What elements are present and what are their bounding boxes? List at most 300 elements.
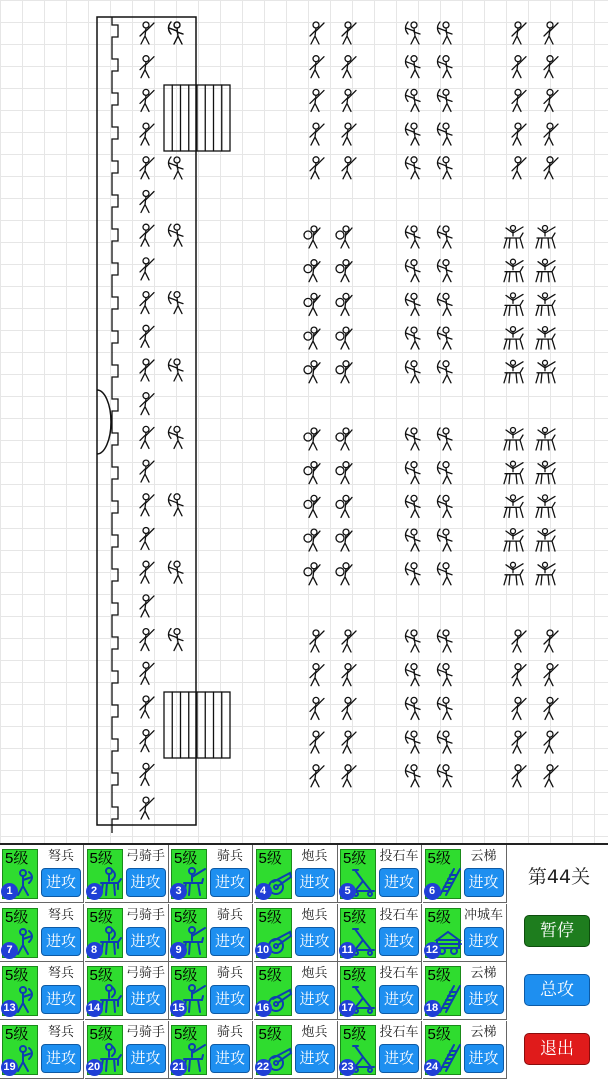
stickman-soldier-icon	[342, 123, 356, 145]
attack-button[interactable]: 进攻	[126, 868, 166, 897]
stickman-soldier-icon	[140, 258, 154, 280]
slot-number-badge: 18	[424, 1000, 441, 1017]
unit-slot-cavalry	[169, 1021, 253, 1079]
stickman-archer-icon	[406, 428, 421, 450]
unit-level: 5级	[89, 1025, 113, 1043]
stickman-soldier-icon	[140, 393, 154, 415]
stickman-soldier-icon	[342, 731, 356, 753]
attack-button[interactable]: 进攻	[464, 1044, 504, 1073]
unit-name: 弓骑手	[125, 1024, 165, 1040]
unit-slot-siege-ladder	[423, 845, 507, 903]
stickman-cavalry-icon	[536, 495, 555, 518]
stickman-cavalry-icon	[504, 461, 523, 484]
attack-button[interactable]: 进攻	[210, 927, 250, 956]
exit-button[interactable]: 退出	[524, 1033, 590, 1065]
stickman-soldier-icon	[512, 22, 526, 44]
attack-button[interactable]: 进攻	[295, 985, 335, 1014]
unit-name: 弩兵	[47, 907, 74, 923]
stickman-shield-icon	[336, 428, 352, 450]
command-panel	[0, 843, 608, 1080]
stickman-soldier-icon	[544, 697, 558, 719]
unit-level: 5级	[5, 967, 29, 984]
slot-number-badge: 12	[424, 942, 441, 959]
stickman-soldier-icon	[140, 460, 154, 482]
unit-portrait[interactable]	[171, 849, 207, 899]
stickman-archer-icon	[406, 293, 421, 315]
unit-portrait[interactable]	[256, 1025, 292, 1075]
stickman-cavalry-icon	[504, 293, 523, 316]
stickman-cavalry-icon	[536, 428, 555, 451]
stickman-archer-icon	[438, 89, 453, 111]
unit-portrait[interactable]	[171, 1025, 207, 1075]
stickman-soldier-icon	[544, 731, 558, 753]
stickman-soldier-icon	[310, 765, 324, 787]
stickman-archer-icon	[438, 630, 453, 652]
unit-portrait[interactable]	[340, 966, 376, 1016]
stickman-soldier-icon	[342, 630, 356, 652]
stickman-archer-icon	[438, 123, 453, 145]
unit-slot-horse-archer	[85, 962, 169, 1020]
slot-number-badge: 13	[1, 1000, 18, 1017]
stickman-soldier-icon	[140, 528, 154, 550]
unit-portrait[interactable]	[340, 908, 376, 958]
unit-level: 5级	[89, 908, 113, 926]
unit-slot-artillery	[254, 904, 338, 962]
stickman-shield-icon	[336, 260, 352, 282]
unit-name: 冲城车	[463, 907, 503, 923]
stickman-archer-icon	[438, 697, 453, 719]
unit-slot-horse-archer	[85, 1021, 169, 1079]
stickman-shield-icon	[304, 563, 320, 585]
stickman-soldier-icon	[342, 697, 356, 719]
unit-slot-cavalry	[169, 962, 253, 1020]
attack-button[interactable]: 进攻	[464, 985, 504, 1014]
stickman-archer-icon	[438, 765, 453, 787]
unit-name: 投石车	[379, 1024, 419, 1040]
attack-button[interactable]: 进攻	[126, 927, 166, 956]
attack-button[interactable]: 进攻	[210, 1044, 250, 1073]
stickman-soldier-icon	[140, 662, 154, 684]
stickman-archer-icon	[438, 664, 453, 686]
attack-button[interactable]: 进攻	[464, 927, 504, 956]
stickman-shield-icon	[304, 529, 320, 551]
unit-name: 炮兵	[301, 849, 328, 864]
stickman-archer-icon	[438, 529, 453, 551]
stickman-cavalry-icon	[504, 259, 523, 282]
stickman-soldier-icon	[140, 730, 154, 752]
stickman-soldier-icon	[310, 22, 324, 44]
stickman-archer-icon	[406, 361, 421, 383]
stickman-archer-icon	[169, 292, 184, 314]
slot-number-badge: 7	[1, 942, 18, 959]
stickman-shield-icon	[304, 462, 320, 484]
stickman-cavalry-icon	[504, 495, 523, 518]
slot-number-badge: 10	[255, 942, 272, 959]
attack-button[interactable]: 进攻	[379, 1044, 419, 1073]
slot-number-badge: 4	[255, 883, 272, 900]
stickman-archer-icon	[406, 563, 421, 585]
unit-slot-siege-ladder	[423, 1021, 507, 1079]
slot-number-badge: 11	[339, 942, 356, 959]
attack-button[interactable]: 进攻	[41, 868, 81, 897]
stickman-cavalry-icon	[536, 293, 555, 316]
stickman-archer-icon	[438, 563, 453, 585]
stickman-soldier-icon	[310, 56, 324, 78]
unit-slot-artillery	[254, 962, 338, 1020]
unit-portrait[interactable]	[425, 966, 461, 1016]
slot-number-badge: 17	[339, 1000, 356, 1017]
unit-level: 5级	[174, 1025, 198, 1043]
stairs-icon	[164, 85, 230, 151]
unit-level: 5级	[5, 908, 29, 926]
stickman-soldier-icon	[140, 595, 154, 617]
stickman-archer-icon	[438, 22, 453, 44]
slot-number-badge: 15	[170, 1000, 187, 1017]
stickman-soldier-icon	[342, 664, 356, 686]
stickman-archer-icon	[438, 731, 453, 753]
stickman-soldier-icon	[310, 89, 324, 111]
stickman-shield-icon	[304, 293, 320, 315]
unit-portrait[interactable]	[87, 966, 123, 1016]
stickman-archer-icon	[406, 327, 421, 349]
unit-slot-horse-archer	[85, 904, 169, 962]
stickman-archer-icon	[438, 495, 453, 517]
stickman-soldier-icon	[544, 56, 558, 78]
stickman-soldier-icon	[544, 630, 558, 652]
stairs-icon	[164, 692, 230, 758]
stickman-soldier-icon	[512, 731, 526, 753]
stickman-cavalry-icon	[504, 428, 523, 451]
unit-portrait[interactable]	[425, 1025, 461, 1075]
stickman-soldier-icon	[140, 157, 154, 179]
attack-button[interactable]: 进攻	[210, 985, 250, 1014]
unit-level: 5级	[258, 1025, 282, 1043]
stickman-cavalry-icon	[504, 529, 523, 552]
unit-slot-artillery	[254, 1021, 338, 1079]
stickman-archer-icon	[406, 731, 421, 753]
unit-name: 投石车	[379, 907, 419, 923]
stickman-archer-icon	[406, 630, 421, 652]
stickman-cavalry-icon	[504, 360, 523, 383]
stickman-soldier-icon	[512, 630, 526, 652]
unit-slot-crossbowman	[0, 904, 84, 962]
pause-button[interactable]: 暂停	[524, 915, 590, 947]
slot-number-badge: 16	[255, 1000, 272, 1017]
unit-name: 弩兵	[47, 1024, 74, 1040]
slot-number-badge: 3	[170, 883, 187, 900]
stickman-soldier-icon	[140, 763, 154, 785]
stickman-soldier-icon	[512, 123, 526, 145]
unit-name: 骑兵	[216, 1024, 243, 1040]
unit-level: 5级	[427, 1025, 451, 1043]
stickman-soldier-icon	[512, 56, 526, 78]
stickman-archer-icon	[169, 494, 184, 516]
stickman-archer-icon	[169, 426, 184, 448]
stickman-archer-icon	[438, 56, 453, 78]
unit-name: 弓骑手	[125, 907, 165, 923]
stickman-shield-icon	[304, 260, 320, 282]
stickman-cavalry-icon	[536, 327, 555, 350]
unit-portrait[interactable]	[340, 1025, 376, 1075]
attack-button[interactable]: 进攻	[379, 868, 419, 897]
unit-portrait[interactable]	[256, 908, 292, 958]
slot-number-badge: 23	[339, 1059, 356, 1076]
stickman-soldier-icon	[512, 89, 526, 111]
unit-name: 骑兵	[216, 966, 243, 981]
stickman-shield-icon	[304, 495, 320, 517]
stickman-shield-icon	[304, 361, 320, 383]
stickman-archer-icon	[438, 293, 453, 315]
stickman-archer-icon	[438, 361, 453, 383]
stickman-archer-icon	[169, 359, 184, 381]
stickman-archer-icon	[406, 664, 421, 686]
unit-name: 炮兵	[301, 966, 328, 981]
unit-portrait[interactable]	[87, 908, 123, 958]
unit-level: 5级	[427, 850, 451, 867]
unit-portrait[interactable]	[171, 908, 207, 958]
unit-level: 5级	[258, 850, 282, 867]
stickman-soldier-icon	[140, 56, 154, 78]
stickman-soldier-icon	[140, 797, 154, 819]
stickman-archer-icon	[438, 327, 453, 349]
stickman-soldier-icon	[544, 22, 558, 44]
slot-number-badge: 21	[170, 1059, 187, 1076]
stickman-soldier-icon	[310, 630, 324, 652]
unit-name: 投石车	[379, 849, 419, 864]
stickman-shield-icon	[336, 563, 352, 585]
unit-slot-catapult	[338, 1021, 422, 1079]
unit-slot-cavalry	[169, 904, 253, 962]
slot-number-badge: 22	[255, 1059, 272, 1076]
stickman-soldier-icon	[140, 359, 154, 381]
unit-portrait[interactable]	[425, 908, 461, 958]
unit-slot-catapult	[338, 904, 422, 962]
stickman-shield-icon	[336, 495, 352, 517]
stickman-soldier-icon	[140, 191, 154, 213]
unit-portrait[interactable]	[2, 1025, 38, 1075]
unit-name: 投石车	[379, 966, 419, 981]
unit-name: 云梯	[470, 1024, 497, 1040]
stickman-archer-icon	[406, 260, 421, 282]
attack-button[interactable]: 进攻	[295, 1044, 335, 1073]
unit-level: 5级	[427, 967, 451, 984]
battlement	[112, 17, 118, 833]
stickman-soldier-icon	[342, 89, 356, 111]
attack-button[interactable]: 进攻	[464, 868, 504, 897]
unit-slot-siege-ladder	[423, 962, 507, 1020]
attack-button[interactable]: 进攻	[126, 985, 166, 1014]
stickman-soldier-icon	[140, 292, 154, 314]
unit-slot-cavalry	[169, 845, 253, 903]
stickman-archer-icon	[438, 462, 453, 484]
slot-number-badge: 1	[1, 883, 18, 900]
attack-button[interactable]: 进攻	[295, 927, 335, 956]
unit-portrait[interactable]	[171, 966, 207, 1016]
stickman-soldier-icon	[512, 157, 526, 179]
unit-level: 5级	[5, 850, 29, 867]
stickman-soldier-icon	[140, 426, 154, 448]
stickman-archer-icon	[406, 89, 421, 111]
unit-slot-catapult	[338, 962, 422, 1020]
stickman-cavalry-icon	[536, 226, 555, 249]
unit-portrait[interactable]	[256, 849, 292, 899]
unit-level: 5级	[343, 850, 367, 867]
stickman-archer-icon	[406, 226, 421, 248]
stickman-soldier-icon	[140, 494, 154, 516]
level-label: 第44关	[527, 866, 591, 888]
stickman-archer-icon	[406, 495, 421, 517]
unit-level: 5级	[343, 1025, 367, 1043]
stickman-cavalry-icon	[536, 461, 555, 484]
stickman-archer-icon	[169, 629, 184, 651]
stickman-archer-icon	[438, 157, 453, 179]
stickman-archer-icon	[438, 428, 453, 450]
stickman-soldier-icon	[512, 697, 526, 719]
unit-name: 云梯	[470, 849, 497, 864]
stickman-soldier-icon	[512, 664, 526, 686]
stickman-soldier-icon	[310, 157, 324, 179]
stickman-soldier-icon	[310, 697, 324, 719]
stickman-soldier-icon	[544, 157, 558, 179]
stickman-soldier-icon	[140, 22, 154, 44]
unit-slot-catapult	[338, 845, 422, 903]
stickman-soldier-icon	[342, 157, 356, 179]
stickman-archer-icon	[406, 529, 421, 551]
unit-slot-artillery	[254, 845, 338, 903]
slot-number-badge: 5	[339, 883, 356, 900]
stickman-archer-icon	[438, 260, 453, 282]
stickman-shield-icon	[304, 428, 320, 450]
stickman-soldier-icon	[342, 22, 356, 44]
stickman-archer-icon	[406, 462, 421, 484]
stickman-archer-icon	[169, 224, 184, 246]
stickman-soldier-icon	[544, 123, 558, 145]
stickman-archer-icon	[406, 765, 421, 787]
attack-button[interactable]: 进攻	[41, 1044, 81, 1073]
stickman-cavalry-icon	[536, 562, 555, 585]
stickman-cavalry-icon	[504, 226, 523, 249]
slot-number-badge: 20	[86, 1059, 103, 1076]
unit-name: 炮兵	[301, 1024, 328, 1040]
unit-slot-battering-ram	[423, 904, 507, 962]
stickman-archer-icon	[438, 226, 453, 248]
stickman-soldier-icon	[140, 89, 154, 111]
attack-button[interactable]: 进攻	[126, 1044, 166, 1073]
stickman-soldier-icon	[544, 765, 558, 787]
attack-button[interactable]: 进攻	[41, 927, 81, 956]
stickman-shield-icon	[304, 327, 320, 349]
assault-all-button[interactable]: 总攻	[524, 974, 590, 1006]
stickman-soldier-icon	[310, 123, 324, 145]
stickman-soldier-icon	[140, 629, 154, 651]
stickman-shield-icon	[336, 327, 352, 349]
unit-level: 5级	[343, 908, 367, 926]
attack-button[interactable]: 进攻	[210, 868, 250, 897]
unit-name: 弓骑手	[125, 966, 165, 981]
unit-slot-crossbowman	[0, 962, 84, 1020]
stickman-soldier-icon	[512, 765, 526, 787]
stickman-soldier-icon	[140, 123, 154, 145]
stickman-soldier-icon	[140, 696, 154, 718]
stickman-archer-icon	[406, 123, 421, 145]
stickman-soldier-icon	[310, 664, 324, 686]
slot-number-badge: 19	[1, 1059, 18, 1076]
attack-button[interactable]: 进攻	[379, 927, 419, 956]
unit-name: 炮兵	[301, 907, 328, 923]
unit-portrait[interactable]	[2, 849, 38, 899]
stickman-shield-icon	[336, 226, 352, 248]
slot-number-badge: 8	[86, 942, 103, 959]
stickman-archer-icon	[406, 157, 421, 179]
unit-level: 5级	[258, 908, 282, 926]
unit-portrait[interactable]	[256, 966, 292, 1016]
stickman-soldier-icon	[342, 56, 356, 78]
unit-level: 5级	[174, 850, 198, 867]
stickman-archer-icon	[406, 56, 421, 78]
stickman-cavalry-icon	[504, 327, 523, 350]
unit-level: 5级	[5, 1025, 29, 1043]
unit-level: 5级	[89, 850, 113, 867]
unit-level: 5级	[427, 908, 451, 926]
stickman-cavalry-icon	[536, 529, 555, 552]
unit-slot-crossbowman	[0, 845, 84, 903]
unit-portrait[interactable]	[87, 1025, 123, 1075]
stickman-shield-icon	[336, 361, 352, 383]
stickman-shield-icon	[336, 293, 352, 315]
side-controls	[510, 845, 608, 1080]
unit-slot-horse-archer	[85, 845, 169, 903]
stickman-cavalry-icon	[504, 562, 523, 585]
attack-button[interactable]: 进攻	[379, 985, 419, 1014]
unit-level: 5级	[174, 908, 198, 926]
unit-portrait[interactable]	[2, 966, 38, 1016]
slot-number-badge: 6	[424, 883, 441, 900]
stickman-cavalry-icon	[536, 360, 555, 383]
unit-level: 5级	[343, 967, 367, 984]
slot-number-badge: 24	[424, 1059, 441, 1076]
unit-level: 5级	[89, 967, 113, 984]
stickman-archer-icon	[169, 22, 184, 44]
unit-portrait[interactable]	[2, 908, 38, 958]
stickman-soldier-icon	[310, 731, 324, 753]
unit-name: 骑兵	[216, 849, 243, 864]
unit-portrait[interactable]	[87, 849, 123, 899]
unit-name: 弩兵	[47, 849, 74, 864]
slot-number-badge: 9	[170, 942, 187, 959]
unit-name: 云梯	[470, 966, 497, 981]
slot-number-badge: 14	[86, 1000, 103, 1017]
stickman-archer-icon	[406, 22, 421, 44]
stickman-archer-icon	[169, 157, 184, 179]
stickman-soldier-icon	[544, 89, 558, 111]
stickman-shield-icon	[304, 226, 320, 248]
unit-name: 弓骑手	[125, 849, 165, 864]
unit-name: 骑兵	[216, 907, 243, 923]
stickman-soldier-icon	[140, 561, 154, 583]
unit-level: 5级	[258, 967, 282, 984]
unit-name: 弩兵	[47, 966, 74, 981]
unit-level: 5级	[174, 967, 198, 984]
attack-button[interactable]: 进攻	[295, 868, 335, 897]
slot-number-badge: 2	[86, 883, 103, 900]
attack-button[interactable]: 进攻	[41, 985, 81, 1014]
unit-slot-crossbowman	[0, 1021, 84, 1079]
unit-portrait[interactable]	[340, 849, 376, 899]
stickman-shield-icon	[336, 462, 352, 484]
stickman-soldier-icon	[342, 765, 356, 787]
stickman-archer-icon	[406, 697, 421, 719]
unit-portrait[interactable]	[425, 849, 461, 899]
